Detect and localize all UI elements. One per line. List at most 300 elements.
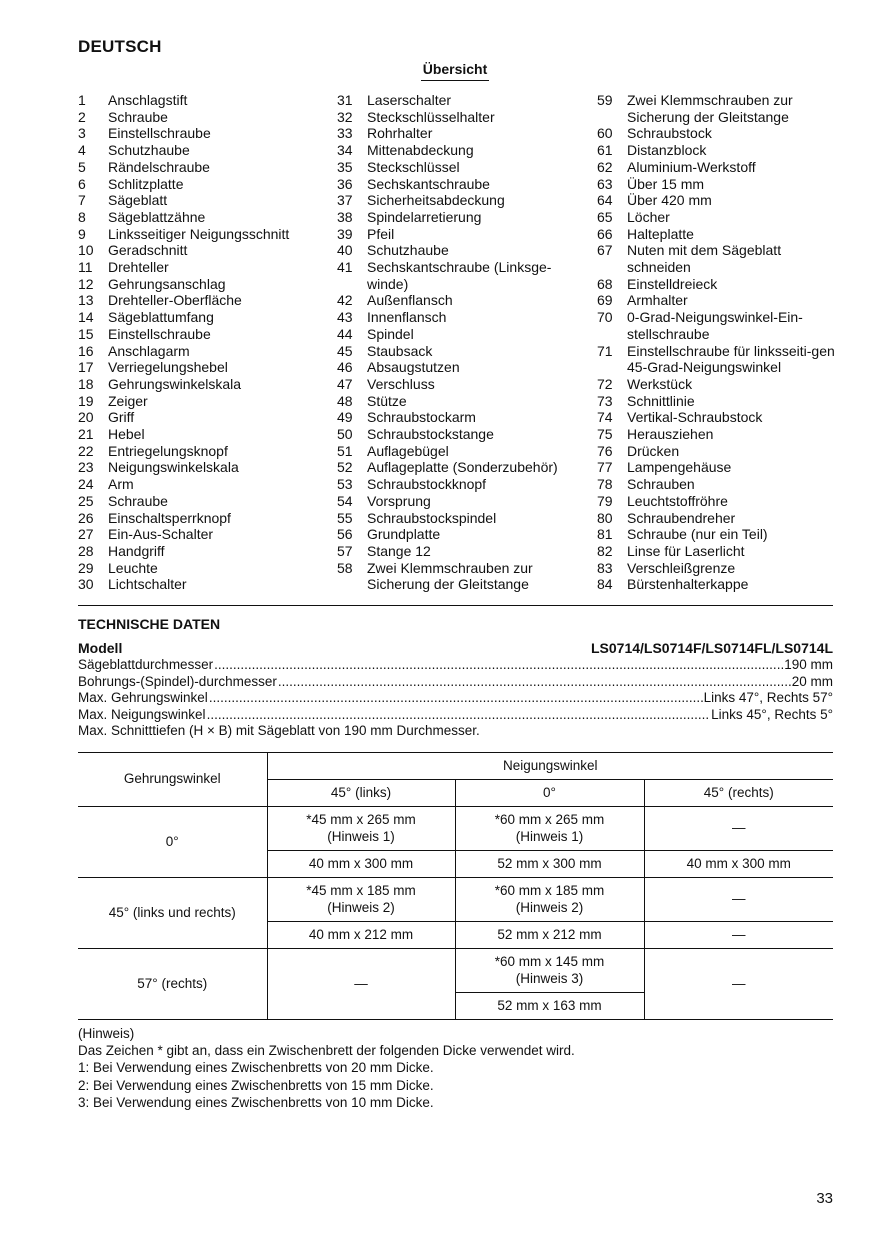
overview-item xyxy=(597,209,847,226)
overview-item-label: Griff xyxy=(108,409,135,426)
overview-item xyxy=(337,526,587,543)
overview-item xyxy=(337,343,587,360)
header-bevel-zero: 0° xyxy=(455,780,644,807)
overview-item-label: Nuten mit dem Sägeblatt schneiden xyxy=(627,242,782,276)
overview-item-label: Aluminium-Werkstoff xyxy=(627,158,756,175)
spec-key: Sägeblattdurchmesser xyxy=(78,657,214,672)
overview-item-label: Rändelschraube xyxy=(108,158,210,175)
overview-item xyxy=(337,226,587,243)
overview-item-number: 20 xyxy=(78,409,94,426)
spec-row xyxy=(78,690,833,705)
overview-item xyxy=(78,576,328,593)
overview-item xyxy=(78,526,328,543)
overview-item-number: 55 xyxy=(337,509,353,526)
row-miter-0: 0° xyxy=(165,833,179,849)
cell: — xyxy=(644,878,833,922)
overview-item-number: 76 xyxy=(597,442,613,459)
overview-item-label: Einstellschraube für linksseiti-gen 45-Grad-Neigungswinkel xyxy=(627,342,835,376)
overview-item-number: 65 xyxy=(597,208,613,225)
overview-item-label: Steckschlüssel xyxy=(367,158,460,175)
overview-item xyxy=(337,510,587,527)
overview-item xyxy=(78,409,328,426)
overview-item xyxy=(337,192,587,209)
cell: 52 mm x 212 mm xyxy=(455,922,644,949)
overview-item-number: 56 xyxy=(337,526,353,543)
overview-item-label: Verschleißgrenze xyxy=(627,559,736,576)
overview-item-number: 33 xyxy=(337,125,353,142)
overview-item xyxy=(78,326,328,343)
overview-item-label: Halteplatte xyxy=(627,225,694,242)
overview-item-number: 35 xyxy=(337,158,353,175)
overview-item-number: 25 xyxy=(78,492,94,509)
page-number: 33 xyxy=(816,1190,833,1207)
overview-item-number: 19 xyxy=(78,392,94,409)
overview-item-label: Ein-Aus-Schalter xyxy=(108,526,214,543)
overview-item xyxy=(337,209,587,226)
overview-item-number: 62 xyxy=(597,158,613,175)
overview-item-label: Spindelarretierung xyxy=(367,208,482,225)
overview-item xyxy=(337,259,587,292)
overview-item xyxy=(78,242,328,259)
overview-item xyxy=(337,409,587,426)
cell xyxy=(267,878,455,922)
overview-item xyxy=(597,292,847,309)
header-miter-angle: Gehrungswinkel xyxy=(123,771,221,787)
overview-item-number: 29 xyxy=(78,559,94,576)
overview-item-label: Rohrhalter xyxy=(367,125,433,142)
overview-item-number: 38 xyxy=(337,208,353,225)
overview-item-number: 11 xyxy=(78,259,93,276)
overview-item-label: Laserschalter xyxy=(367,92,452,108)
overview-item-label: Lichtschalter xyxy=(108,576,187,593)
model-row xyxy=(78,640,833,656)
tech-data-heading: TECHNISCHE DATEN xyxy=(78,616,221,632)
overview-item-number: 26 xyxy=(78,509,94,526)
cell-line: (Hinweis 2) xyxy=(515,899,584,915)
overview-item-number: 27 xyxy=(78,526,94,543)
model-label: Modell xyxy=(78,640,123,656)
overview-item-number: 60 xyxy=(597,125,613,142)
overview-item-number: 40 xyxy=(337,242,353,259)
overview-item xyxy=(597,443,847,460)
overview-item-label: Schraubstockspindel xyxy=(367,509,497,526)
overview-item-number: 48 xyxy=(337,392,353,409)
overview-item-label: Schutzhaube xyxy=(367,242,449,259)
overview-item-label: Schraube xyxy=(108,108,168,125)
overview-item xyxy=(78,276,328,293)
overview-item-label: Schraubstockarm xyxy=(367,409,476,426)
overview-item-number: 83 xyxy=(597,559,613,576)
overview-item xyxy=(78,393,328,410)
overview-item xyxy=(337,376,587,393)
overview-item xyxy=(337,176,587,193)
overview-item-label: Einstellschraube xyxy=(108,125,211,142)
overview-item-label: Vorsprung xyxy=(367,492,431,509)
overview-item-number: 37 xyxy=(337,192,353,209)
spec-row xyxy=(78,707,833,722)
overview-item xyxy=(597,142,847,159)
overview-item-number: 75 xyxy=(597,426,613,443)
overview-title-text: Übersicht xyxy=(421,61,490,81)
overview-item xyxy=(337,393,587,410)
overview-item-label: Drehteller-Oberfläche xyxy=(108,292,242,309)
cell xyxy=(267,807,455,851)
overview-item-label: Schlitzplatte xyxy=(108,175,184,192)
overview-item xyxy=(597,226,847,243)
overview-item xyxy=(337,426,587,443)
overview-item-label: Absaugstutzen xyxy=(367,359,460,376)
leader-dots xyxy=(209,690,703,705)
cell: 52 mm x 300 mm xyxy=(455,851,644,878)
overview-item xyxy=(78,92,328,109)
overview-item xyxy=(337,359,587,376)
cut-capacity-note: Max. Schnitttiefen (H × B) mit Sägeblatt von 190 mm Durchmesser. xyxy=(78,723,480,738)
overview-item xyxy=(337,493,587,510)
model-value: LS0714/LS0714F/LS0714FL/LS0714L xyxy=(590,640,833,656)
cell xyxy=(455,807,644,851)
cell-line: *60 mm x 265 mm xyxy=(494,812,605,827)
overview-item-number: 78 xyxy=(597,476,613,493)
overview-item-label: Einstellschraube xyxy=(108,325,211,342)
overview-item-label: Neigungswinkelskala xyxy=(108,459,239,476)
overview-item-number: 61 xyxy=(597,142,613,159)
header-bevel-left: 45° (links) xyxy=(267,780,455,807)
overview-item-number: 43 xyxy=(337,309,353,326)
overview-item-label: Löcher xyxy=(627,208,670,225)
overview-item-label: Drehteller xyxy=(108,259,169,276)
overview-item xyxy=(337,309,587,326)
cell xyxy=(455,949,644,993)
overview-item-number: 22 xyxy=(78,442,94,459)
overview-item-label: Schraube (nur ein Teil) xyxy=(627,526,768,543)
overview-item-label: Verriegelungshebel xyxy=(108,359,228,376)
overview-item-number: 28 xyxy=(78,542,94,559)
overview-item-number: 23 xyxy=(78,459,94,476)
overview-item-number: 17 xyxy=(78,359,94,376)
overview-item-number: 16 xyxy=(78,342,94,359)
overview-item-label: Gehrungswinkelskala xyxy=(108,375,242,392)
overview-item xyxy=(78,209,328,226)
overview-item-label: Vertikal-Schraubstock xyxy=(627,409,763,426)
cell: 40 mm x 300 mm xyxy=(644,851,833,878)
spec-key: Bohrungs-(Spindel)-durchmesser xyxy=(78,674,277,689)
overview-item xyxy=(597,242,847,275)
overview-item-label: Hebel xyxy=(108,426,145,443)
overview-item-number: 13 xyxy=(78,292,94,309)
overview-item xyxy=(597,510,847,527)
overview-item-label: Mittenabdeckung xyxy=(367,142,474,159)
overview-item-number: 64 xyxy=(597,192,613,209)
overview-item-label: Zwei Klemmschrauben zur Sicherung der Gleitstange xyxy=(367,559,533,593)
overview-item xyxy=(337,560,587,593)
overview-item-label: Außenflansch xyxy=(367,292,453,309)
overview-item xyxy=(78,309,328,326)
overview-item-number: 80 xyxy=(597,509,613,526)
note-line: 2: Bei Verwendung eines Zwischenbretts von 15 mm Dicke. xyxy=(78,1077,434,1093)
overview-item-number: 4 xyxy=(78,142,86,159)
overview-item xyxy=(78,125,328,142)
overview-item-number: 84 xyxy=(597,576,613,593)
overview-item-number: 74 xyxy=(597,409,613,426)
overview-item-number: 46 xyxy=(337,359,353,376)
overview-column-1 xyxy=(78,92,328,593)
overview-item-number: 73 xyxy=(597,392,613,409)
overview-item-label: Sechskantschraube xyxy=(367,175,490,192)
overview-item-number: 53 xyxy=(337,476,353,493)
overview-item xyxy=(78,443,328,460)
overview-item-label: Distanzblock xyxy=(627,142,707,159)
overview-item xyxy=(337,326,587,343)
overview-item-label: Schrauben xyxy=(627,476,695,493)
overview-item-label: Auflageplatte (Sonderzubehör) xyxy=(367,459,558,476)
overview-item-label: Leuchtstoffröhre xyxy=(627,492,728,509)
overview-item-label: Spindel xyxy=(367,325,414,342)
overview-item-label: Sägeblattzähne xyxy=(108,208,206,225)
overview-item xyxy=(597,159,847,176)
overview-item-label: Leuchte xyxy=(108,559,158,576)
overview-item-label: Über 15 mm xyxy=(627,175,705,192)
notes-block xyxy=(78,1025,575,1111)
overview-item xyxy=(597,192,847,209)
overview-item-label: Werkstück xyxy=(627,375,693,392)
leader-dots xyxy=(207,707,711,722)
overview-item-label: Arm xyxy=(108,476,134,493)
overview-item xyxy=(78,192,328,209)
spec-key: Max. Neigungswinkel xyxy=(78,707,206,722)
overview-item-number: 36 xyxy=(337,175,353,192)
overview-item xyxy=(78,560,328,577)
overview-column-3 xyxy=(597,92,847,593)
overview-item-number: 81 xyxy=(597,526,613,543)
overview-item-label: Sägeblattumfang xyxy=(108,309,214,326)
overview-item-label: Steckschlüsselhalter xyxy=(367,108,495,125)
overview-item-number: 39 xyxy=(337,225,353,242)
overview-item-number: 59 xyxy=(597,92,613,108)
overview-item-number: 5 xyxy=(78,158,86,175)
overview-item-number: 8 xyxy=(78,208,86,225)
overview-item xyxy=(597,476,847,493)
overview-item-number: 71 xyxy=(597,342,613,359)
overview-item xyxy=(337,292,587,309)
overview-item-number: 9 xyxy=(78,225,86,242)
cell-line: *60 mm x 145 mm xyxy=(494,954,605,969)
overview-item xyxy=(337,459,587,476)
overview-item-label: Staubsack xyxy=(367,342,433,359)
overview-item-label: Zwei Klemmschrauben zur Sicherung der Gleitstange xyxy=(627,92,793,125)
spec-row xyxy=(78,674,833,689)
overview-item-label: Auflagebügel xyxy=(367,442,449,459)
overview-item-number: 72 xyxy=(597,375,613,392)
overview-item-number: 63 xyxy=(597,175,613,192)
overview-item-label: Einstelldreieck xyxy=(627,275,718,292)
header-bevel-angle: Neigungswinkel xyxy=(267,753,833,780)
overview-item xyxy=(78,343,328,360)
overview-item xyxy=(337,443,587,460)
overview-item-number: 54 xyxy=(337,492,353,509)
overview-item-label: Grundplatte xyxy=(367,526,441,543)
note-line: 1: Bei Verwendung eines Zwischenbretts von 20 mm Dicke. xyxy=(78,1060,434,1076)
overview-item-number: 32 xyxy=(337,108,353,125)
overview-item-label: Schnittlinie xyxy=(627,392,695,409)
overview-item-label: Gehrungsanschlag xyxy=(108,275,226,292)
overview-item-label: Schutzhaube xyxy=(108,142,190,159)
overview-item-label: 0-Grad-Neigungswinkel-Ein-stellschraube xyxy=(627,309,803,342)
spec-value: 190 mm xyxy=(784,657,833,672)
overview-item-number: 70 xyxy=(597,309,613,326)
overview-item-label: Entriegelungsknopf xyxy=(108,442,228,459)
overview-item-label: Handgriff xyxy=(108,542,165,559)
overview-item xyxy=(78,543,328,560)
overview-item-number: 77 xyxy=(597,459,613,476)
leader-dots xyxy=(214,657,783,672)
cell: — xyxy=(267,949,455,1020)
overview-item-label: Über 420 mm xyxy=(627,192,712,209)
overview-item xyxy=(78,459,328,476)
overview-item-label: Zeiger xyxy=(108,392,148,409)
overview-item xyxy=(597,393,847,410)
cell-line: (Hinweis 2) xyxy=(327,899,395,915)
overview-item xyxy=(337,92,587,109)
overview-item xyxy=(78,359,328,376)
overview-item-number: 79 xyxy=(597,492,613,509)
cell-line: (Hinweis 1) xyxy=(327,828,395,844)
overview-item-number: 12 xyxy=(78,275,94,292)
overview-item xyxy=(597,276,847,293)
overview-item-number: 45 xyxy=(337,342,353,359)
language-heading: DEUTSCH xyxy=(78,37,162,56)
overview-item-label: Schraubendreher xyxy=(627,509,736,526)
note-line: (Hinweis) xyxy=(78,1026,135,1041)
cell: — xyxy=(644,807,833,851)
spec-value: 20 mm xyxy=(791,674,833,689)
overview-item-label: Herausziehen xyxy=(627,426,714,443)
overview-item-number: 50 xyxy=(337,426,353,443)
overview-item xyxy=(597,409,847,426)
overview-item xyxy=(337,109,587,126)
overview-item-label: Drücken xyxy=(627,442,680,459)
spec-key: Max. Gehrungswinkel xyxy=(78,690,208,705)
overview-item-number: 2 xyxy=(78,108,86,125)
overview-item xyxy=(78,159,328,176)
overview-item-label: Innenflansch xyxy=(367,309,447,326)
overview-item xyxy=(597,560,847,577)
overview-item-number: 49 xyxy=(337,409,353,426)
cell-line: (Hinweis 3) xyxy=(515,970,584,986)
overview-item-number: 1 xyxy=(78,92,86,108)
overview-item xyxy=(597,309,847,342)
overview-item xyxy=(78,226,328,243)
overview-item-number: 3 xyxy=(78,125,86,142)
overview-item xyxy=(78,109,328,126)
cell: 52 mm x 163 mm xyxy=(455,993,644,1020)
overview-item xyxy=(597,576,847,593)
overview-item-number: 52 xyxy=(337,459,353,476)
overview-item-label: Anschlagarm xyxy=(108,342,190,359)
overview-item xyxy=(337,142,587,159)
overview-item-number: 66 xyxy=(597,225,613,242)
note-line: Das Zeichen * gibt an, dass ein Zwischenbrett der folgenden Dicke verwendet wird. xyxy=(78,1043,575,1059)
overview-item-label: Stütze xyxy=(367,392,407,409)
overview-item-number: 67 xyxy=(597,242,613,259)
overview-item xyxy=(597,376,847,393)
section-divider xyxy=(78,605,833,606)
overview-item xyxy=(597,526,847,543)
overview-item-label: Schraubstockknopf xyxy=(367,476,487,493)
overview-item xyxy=(337,159,587,176)
overview-item-label: Linksseitiger Neigungsschnitt xyxy=(108,225,290,242)
overview-item xyxy=(597,426,847,443)
overview-item xyxy=(337,242,587,259)
overview-item xyxy=(78,259,328,276)
overview-item-number: 31 xyxy=(337,92,353,108)
overview-item-number: 7 xyxy=(78,192,86,209)
overview-item-label: Linse für Laserlicht xyxy=(627,542,745,559)
overview-item-number: 68 xyxy=(597,275,613,292)
row-miter-45: 45° (links und rechts) xyxy=(108,904,236,920)
header-bevel-right: 45° (rechts) xyxy=(644,780,833,807)
overview-item-number: 41 xyxy=(337,259,353,276)
overview-column-2 xyxy=(337,92,587,593)
overview-item xyxy=(597,493,847,510)
overview-item-number: 14 xyxy=(78,309,94,326)
overview-item xyxy=(78,476,328,493)
overview-item-number: 15 xyxy=(78,325,94,342)
overview-item xyxy=(78,142,328,159)
overview-item xyxy=(78,292,328,309)
spec-value: Links 45°, Rechts 5° xyxy=(711,707,833,722)
overview-title xyxy=(0,61,875,81)
overview-item xyxy=(78,426,328,443)
cell-line: (Hinweis 1) xyxy=(515,828,584,844)
cell-line: *60 mm x 185 mm xyxy=(494,883,605,898)
overview-item xyxy=(78,376,328,393)
overview-item-label: Lampengehäuse xyxy=(627,459,732,476)
overview-item xyxy=(78,176,328,193)
overview-item xyxy=(78,510,328,527)
overview-item xyxy=(597,543,847,560)
overview-item xyxy=(78,493,328,510)
overview-item-number: 58 xyxy=(337,559,353,576)
overview-item-label: Bürstenhalterkappe xyxy=(627,576,749,593)
overview-item-label: Schraube xyxy=(108,492,168,509)
cell: — xyxy=(644,949,833,1020)
overview-item-label: Sägeblatt xyxy=(108,192,168,209)
overview-item-label: Schraubstockstange xyxy=(367,426,494,443)
overview-item-number: 44 xyxy=(337,325,353,342)
cell-line: *45 mm x 185 mm xyxy=(306,883,416,898)
overview-item-number: 51 xyxy=(337,442,353,459)
overview-item-number: 10 xyxy=(78,242,94,259)
overview-item-label: Sechskantschraube (Linksge-winde) xyxy=(367,259,552,292)
overview-item-label: Sicherheitsabdeckung xyxy=(367,192,505,209)
overview-item-label: Verschluss xyxy=(367,375,435,392)
overview-item xyxy=(337,476,587,493)
overview-item-label: Einschaltsperrknopf xyxy=(108,509,231,526)
overview-item-number: 24 xyxy=(78,476,94,493)
overview-item xyxy=(597,176,847,193)
overview-item-number: 34 xyxy=(337,142,353,159)
spec-value: Links 47°, Rechts 57° xyxy=(703,690,833,705)
row-miter-57: 57° (rechts) xyxy=(137,975,208,991)
cell-line: *45 mm x 265 mm xyxy=(306,812,416,827)
overview-item xyxy=(597,459,847,476)
overview-item-number: 57 xyxy=(337,542,353,559)
overview-item-number: 69 xyxy=(597,292,613,309)
overview-item-number: 47 xyxy=(337,375,353,392)
overview-item-number: 30 xyxy=(78,576,94,593)
overview-item-number: 6 xyxy=(78,175,86,192)
cell: — xyxy=(644,922,833,949)
